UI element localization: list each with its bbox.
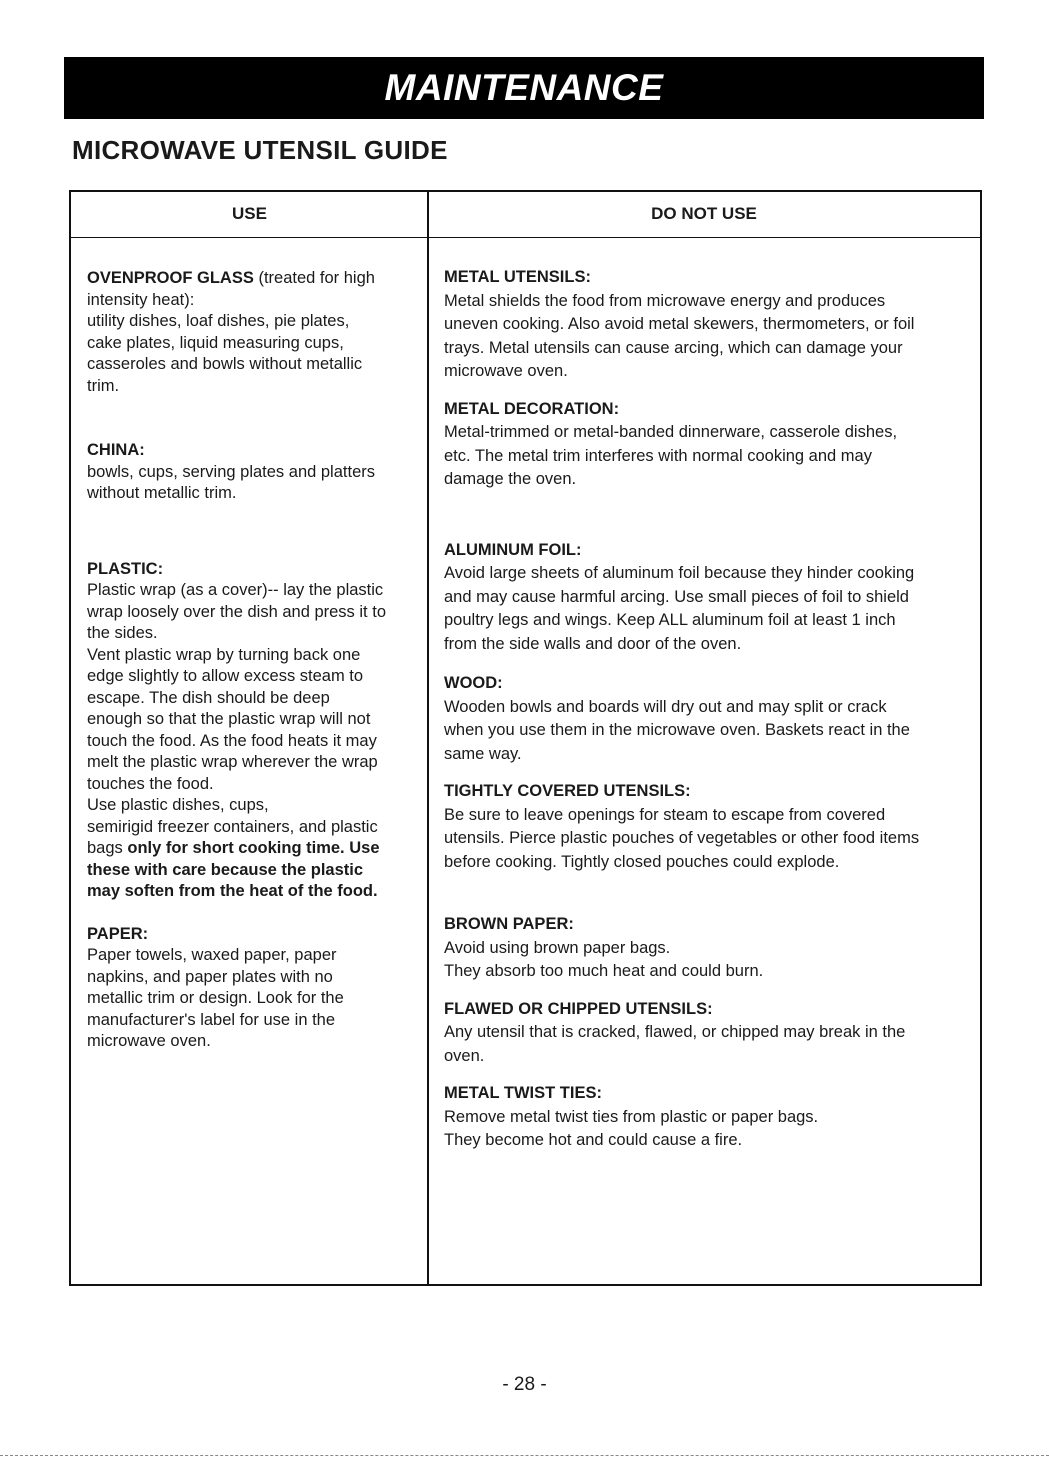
entry-line: Paper towels, waxed paper, paper xyxy=(87,946,337,964)
entry-heading: METAL DECORATION: xyxy=(444,399,620,418)
entry-heading: PAPER: xyxy=(87,924,149,943)
entry-line: etc. The metal trim interferes with normal cooking and may xyxy=(444,446,872,465)
footer-dashed-line xyxy=(0,1455,1049,1456)
entry-aluminum-foil xyxy=(444,539,972,657)
entry-line: damage the oven. xyxy=(444,470,577,488)
entry-china xyxy=(87,440,420,505)
entry-heading: BROWN PAPER: xyxy=(444,915,574,933)
entry-heading: TIGHTLY COVERED UTENSILS: xyxy=(444,782,691,800)
use-column-header: USE xyxy=(71,192,428,238)
entry-heading: OVENPROOF GLASS xyxy=(87,269,254,287)
entry-line: escape. The dish should be deep xyxy=(87,688,330,707)
entry-line: microwave oven. xyxy=(444,362,568,380)
entry-metal-twist-ties xyxy=(444,1082,972,1153)
entry-line: intensity heat): xyxy=(87,290,195,309)
entry-line: Use plastic dishes, cups, xyxy=(87,796,269,814)
entry-line: Avoid using brown paper bags. xyxy=(444,938,671,957)
do-not-use-column-header: DO NOT USE xyxy=(428,192,980,238)
entry-heading: METAL TWIST TIES: xyxy=(444,1084,602,1102)
warning-text: these with care because the plastic xyxy=(87,860,364,879)
entry-heading-suffix: (treated for high xyxy=(253,269,375,287)
entry-line: wrap loosely over the dish and press it to xyxy=(87,602,386,621)
entry-plastic xyxy=(87,559,420,903)
entry-line: oven. xyxy=(444,1046,485,1065)
entry-line: casseroles and bowls without metallic xyxy=(87,355,363,373)
section-title: MICROWAVE UTENSIL GUIDE xyxy=(72,135,448,165)
entry-flawed-or-chipped-utensils xyxy=(444,998,972,1069)
entry-line: without metallic trim. xyxy=(87,484,237,502)
entry-line: utility dishes, loaf dishes, pie plates, xyxy=(87,312,350,330)
entry-heading: ALUMINUM FOIL: xyxy=(444,540,582,559)
entry-line: Avoid large sheets of aluminum foil because they hinder cooking xyxy=(444,564,915,582)
entry-heading: METAL UTENSILS: xyxy=(444,268,591,286)
entry-line: semirigid freezer containers, and plastic xyxy=(87,817,378,836)
entry-line: Metal shields the food from microwave energy and produces xyxy=(444,291,886,310)
entry-line: trays. Metal utensils can cause arcing, which can damage your xyxy=(444,338,903,357)
entry-heading: PLASTIC: xyxy=(87,559,164,578)
entry-line: touches the food. xyxy=(87,774,214,793)
entry-line: metallic trim or design. Look for the xyxy=(87,989,344,1007)
entry-line: utensils. Pierce plastic pouches of vegetables or other food items xyxy=(444,829,920,847)
entry-line: enough so that the plastic wrap will not xyxy=(87,710,371,728)
entry-tightly-covered-utensils xyxy=(444,780,972,874)
entry-ovenproof-glass xyxy=(87,268,420,397)
entry-line: They absorb too much heat and could burn. xyxy=(444,962,764,980)
entry-line: and may cause harmful arcing. Use small pieces of foil to shield xyxy=(444,587,909,606)
page-number: - 28 - xyxy=(502,1374,547,1395)
entry-metal-utensils xyxy=(444,266,972,384)
entry-line: Metal-trimmed or metal-banded dinnerware, casserole dishes, xyxy=(444,423,898,441)
entry-heading: FLAWED OR CHIPPED UTENSILS: xyxy=(444,999,713,1018)
entry-heading: CHINA: xyxy=(87,441,145,459)
warning-text: may soften from the heat of the food. xyxy=(87,882,378,900)
entry-line: manufacturer's label for use in the xyxy=(87,1010,336,1029)
entry-wood xyxy=(444,672,972,766)
entry-metal-decoration xyxy=(444,398,972,492)
entry-line: bowls, cups, serving plates and platters xyxy=(87,462,375,481)
entry-line: They become hot and could cause a fire. xyxy=(444,1131,743,1149)
entry-line: Any utensil that is cracked, flawed, or chipped may break in the xyxy=(444,1023,906,1041)
utensil-guide-table xyxy=(69,190,982,1286)
entry-line: poultry legs and wings. Keep ALL aluminum foil at least 1 inch xyxy=(444,611,896,629)
entry-line: uneven cooking. Also avoid metal skewers, thermometers, or foil xyxy=(444,315,915,333)
entry-line: bags xyxy=(87,839,128,857)
entry-line: microwave oven. xyxy=(87,1032,211,1050)
entry-line: before cooking. Tightly closed pouches could explode. xyxy=(444,852,840,871)
entry-line: trim. xyxy=(87,376,120,395)
entry-line: same way. xyxy=(444,744,522,763)
entry-line: Be sure to leave openings for steam to escape from covered xyxy=(444,805,886,824)
entry-line: edge slightly to allow excess steam to xyxy=(87,667,364,685)
entry-paper xyxy=(87,924,420,1053)
entry-line: from the side walls and door of the oven. xyxy=(444,634,742,653)
entry-line: Vent plastic wrap by turning back one xyxy=(87,645,361,664)
entry-line: cake plates, liquid measuring cups, xyxy=(87,333,344,352)
entry-line: when you use them in the microwave oven. Baskets react in the xyxy=(444,721,910,739)
maintenance-banner: MAINTENANCE xyxy=(64,57,984,119)
entry-brown-paper xyxy=(444,913,972,984)
do-not-use-column xyxy=(428,238,980,1284)
entry-line: Wooden bowls and boards will dry out and may split or crack xyxy=(444,697,887,716)
entry-line: Remove metal twist ties from plastic or paper bags. xyxy=(444,1107,819,1126)
entry-heading: WOOD: xyxy=(444,674,503,692)
entry-line: melt the plastic wrap wherever the wrap xyxy=(87,753,378,771)
entry-line: Plastic wrap (as a cover)-- lay the plastic xyxy=(87,581,384,599)
entry-line: the sides. xyxy=(87,624,158,642)
entry-line: touch the food. As the food heats it may xyxy=(87,731,377,750)
use-column xyxy=(71,238,428,1284)
entry-line: napkins, and paper plates with no xyxy=(87,967,333,986)
warning-text: only for short cooking time. Use xyxy=(127,839,380,857)
